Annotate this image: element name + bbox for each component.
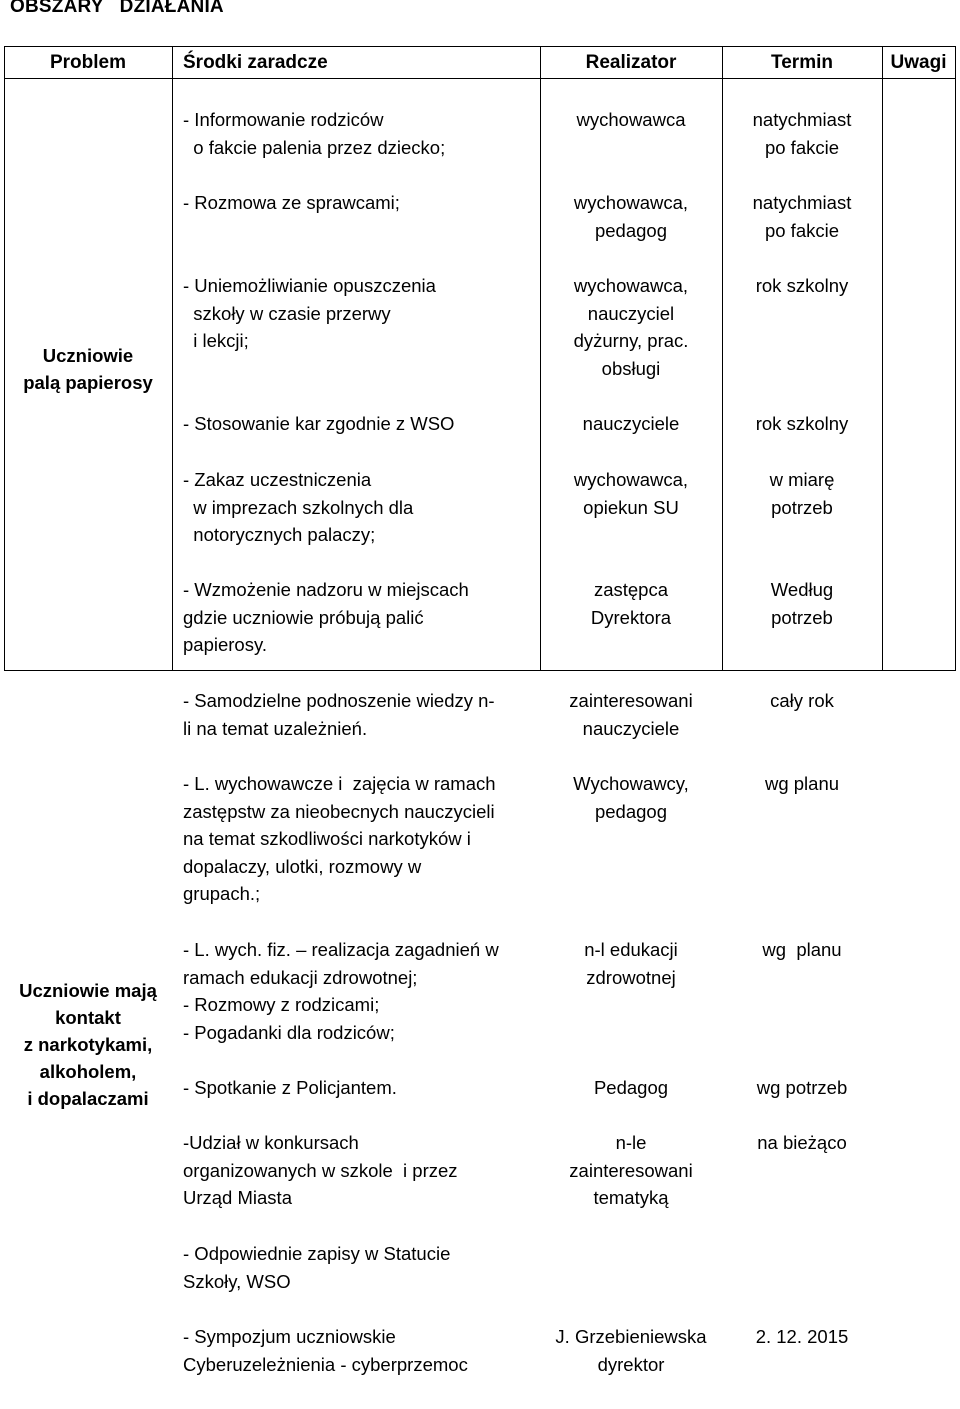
realizer-cell: n-le zainteresowani tematyką <box>569 1132 693 1208</box>
term-cell: rok szkolny <box>755 275 849 296</box>
term-cell: wg planu <box>762 939 842 960</box>
term-cell: 2. 12. 2015 <box>755 1326 849 1347</box>
realizer-cell: Pedagog <box>593 1077 669 1098</box>
realizer-cell: zastępca Dyrektora <box>590 579 672 628</box>
document-title: OBSZARY DZIAŁANIA <box>10 0 224 17</box>
action-cell: - Sympozjum uczniowskie Cyberuzeleżnienia - cyberprzemoc <box>183 1326 468 1375</box>
header-problem: Problem <box>49 52 127 73</box>
realizer-cell: wychowawca, nauczyciel dyżurny, prac. obsługi <box>573 275 689 379</box>
header-realizer: Realizator <box>585 52 677 73</box>
problem-smoking: Uczniowie palą papierosy <box>23 345 153 393</box>
action-cell: - Samodzielne podnoszenie wiedzy n- li na temat uzależnień. <box>183 690 495 739</box>
table-right-border <box>955 46 956 670</box>
header-term: Termin <box>771 52 833 73</box>
realizer-cell: wychowawca, pedagog <box>573 192 689 241</box>
action-cell: - Rozmowa ze sprawcami; <box>183 192 400 213</box>
term-cell: w miarę potrzeb <box>769 469 835 518</box>
header-bottom-border <box>4 78 956 79</box>
column-divider-problem <box>172 46 173 670</box>
term-cell: wg potrzeb <box>756 1077 848 1098</box>
action-cell: - Uniemożliwianie opuszczenia szkoły w czasie przerwy i lekcji; <box>183 275 436 351</box>
action-cell: - L. wych. fiz. – realizacja zagadnień w ramach edukacji zdrowotnej; - Rozmowy z rodzicami; - Pogadanki dla rodziców; <box>183 939 499 1043</box>
term-cell: rok szkolny <box>755 413 849 434</box>
action-cell: -Udział w konkursach organizowanych w szkole i przez Urząd Miasta <box>183 1132 458 1208</box>
term-cell: cały rok <box>770 690 834 711</box>
action-cell: - Wzmożenie nadzoru w miejscach gdzie uczniowie próbują palić papierosy. <box>183 579 469 655</box>
problem-drugs: Uczniowie mają kontakt z narkotykami, alkoholem, i dopalaczami <box>19 980 157 1109</box>
table-top-border <box>4 46 956 47</box>
action-cell: - L. wychowawcze i zajęcia w ramach zastępstw za nieobecnych nauczycieli na temat szkodliwości narkotyków i dopalaczy, ulotki, rozmowy w grupach.; <box>183 773 496 904</box>
header-notes: Uwagi <box>890 52 947 73</box>
action-cell: - Zakaz uczestniczenia w imprezach szkolnych dla notorycznych palaczy; <box>183 469 414 545</box>
realizer-cell: zainteresowani nauczyciele <box>569 690 693 739</box>
term-cell: natychmiast po fakcie <box>752 109 852 158</box>
term-cell: wg planu <box>764 773 840 794</box>
term-cell: Według potrzeb <box>770 579 834 628</box>
action-cell: - Stosowanie kar zgodnie z WSO <box>183 413 455 434</box>
realizer-cell: n-l edukacji zdrowotnej <box>584 939 678 988</box>
realizer-cell: nauczyciele <box>582 413 680 434</box>
section-divider <box>4 670 956 671</box>
term-cell: na bieżąco <box>757 1132 847 1153</box>
action-cell: - Spotkanie z Policjantem. <box>183 1077 397 1098</box>
realizer-cell: wychowawca <box>576 109 686 130</box>
header-actions: Środki zaradcze <box>183 52 328 73</box>
column-divider-term <box>882 46 883 670</box>
realizer-cell: wychowawca, opiekun SU <box>573 469 689 518</box>
term-cell: natychmiast po fakcie <box>752 192 852 241</box>
action-cell: - Informowanie rodziców o fakcie palenia przez dziecko; <box>183 109 446 158</box>
realizer-cell: Wychowawcy, pedagog <box>573 773 689 822</box>
action-cell: - Odpowiednie zapisy w Statucie Szkoły, WSO <box>183 1243 451 1292</box>
realizer-cell: J. Grzebieniewska dyrektor <box>555 1326 707 1375</box>
